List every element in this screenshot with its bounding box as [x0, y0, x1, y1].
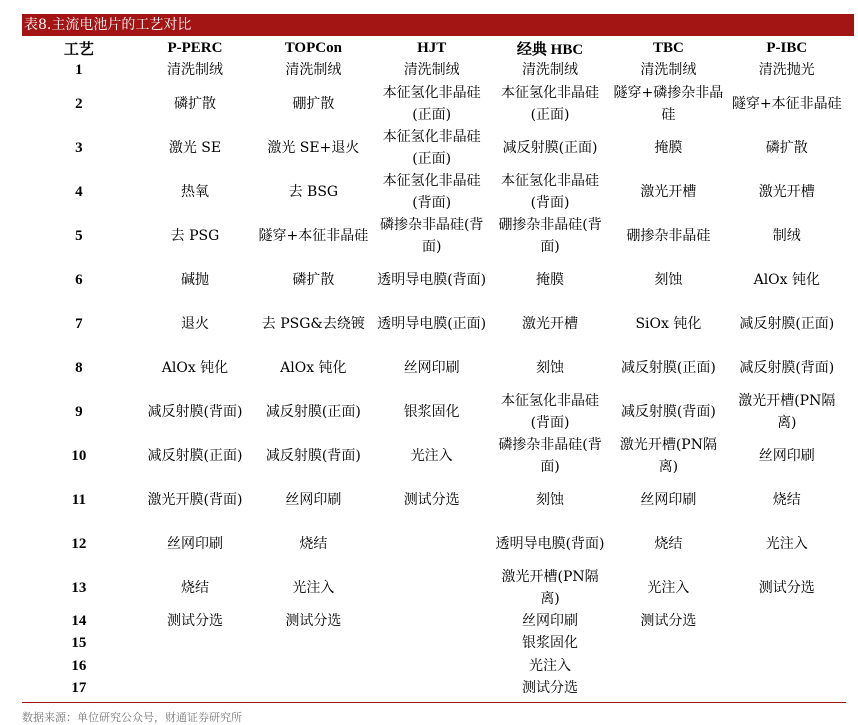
cell-hbc: 激光开槽(PN隔离)	[501, 568, 599, 607]
cell-p-perc: 退火	[180, 315, 209, 332]
header-topcon: TOPCon	[284, 39, 342, 56]
cell-p-ibc: 丝网印刷	[758, 447, 815, 464]
cell-p-perc	[136, 655, 254, 678]
cell-p-perc: 测试分选	[166, 612, 223, 629]
cell-hbc: 银浆固化	[522, 635, 579, 652]
cell-p-ibc: 清洗抛光	[758, 62, 815, 79]
cell-topcon: 减反射膜(背面)	[265, 447, 361, 464]
cell-p-ibc: 减反射膜(背面)	[739, 359, 835, 376]
cell-hjt: 光注入	[410, 447, 453, 464]
source-note: 数据来源：单位研究公众号，财通证券研究所	[22, 711, 242, 724]
cell-p-perc: 减反射膜(背面)	[147, 403, 243, 420]
cell-p-perc: 去 PSG	[170, 227, 220, 244]
table-row	[22, 677, 846, 700]
step-number: 7	[75, 315, 83, 332]
step-number: 12	[71, 535, 87, 552]
cell-tbc: 测试分选	[640, 612, 697, 629]
cell-tbc: 刻蚀	[654, 271, 683, 288]
cell-hjt: 本征氢化非晶硅(正面)	[382, 84, 481, 123]
cell-hbc: 减反射膜(正面)	[502, 139, 598, 156]
cell-tbc	[609, 677, 727, 700]
step-number: 16	[71, 657, 87, 674]
cell-hjt	[373, 522, 491, 566]
cell-p-ibc: 磷扩散	[765, 139, 808, 156]
cell-p-perc: 碱抛	[180, 271, 209, 288]
table-row	[22, 258, 846, 302]
step-number: 1	[75, 62, 83, 79]
cell-p-ibc: 隧穿+本征非晶硅	[731, 95, 842, 112]
step-number: 2	[75, 95, 83, 112]
cell-tbc: 清洗制绒	[640, 62, 697, 79]
header-p-ibc: P-IBC	[766, 39, 808, 56]
cell-topcon: 减反射膜(正面)	[265, 403, 361, 420]
cell-topcon: 磷扩散	[292, 271, 335, 288]
step-number: 5	[75, 227, 83, 244]
cell-p-perc: 激光开膜(背面)	[147, 491, 243, 508]
cell-p-ibc: 光注入	[765, 535, 808, 552]
header-hbc: 经典 HBC	[516, 41, 584, 58]
cell-hjt	[373, 566, 491, 610]
cell-tbc: 隧穿+磷掺杂非晶硅	[613, 84, 724, 123]
cell-p-perc: 热氧	[180, 183, 209, 200]
cell-hjt	[373, 610, 491, 633]
table-row	[22, 632, 846, 655]
cell-hbc: 掩膜	[536, 271, 565, 288]
table-row	[22, 610, 846, 633]
cell-topcon	[254, 655, 372, 678]
step-number: 4	[75, 183, 83, 200]
step-number: 8	[75, 359, 83, 376]
cell-p-ibc: 测试分选	[758, 579, 815, 596]
cell-p-ibc: AlOx 钝化	[753, 271, 820, 288]
table-row	[22, 82, 846, 126]
cell-hbc: 本征氢化非晶硅(正面)	[501, 84, 600, 123]
cell-p-perc: 丝网印刷	[166, 535, 223, 552]
step-number: 3	[75, 139, 83, 156]
cell-tbc: SiOx 钝化	[635, 315, 702, 332]
cell-hbc: 刻蚀	[536, 491, 565, 508]
step-number: 17	[71, 680, 87, 697]
cell-hbc: 透明导电膜(背面)	[495, 535, 605, 552]
cell-p-perc: 清洗制绒	[166, 62, 223, 79]
cell-topcon: 丝网印刷	[285, 491, 342, 508]
cell-p-ibc	[728, 677, 846, 700]
cell-hjt	[373, 632, 491, 655]
cell-topcon: 激光 SE+退火	[267, 139, 360, 156]
table-row	[22, 434, 846, 478]
table-row	[22, 126, 846, 170]
header-process: 工艺	[63, 41, 94, 58]
cell-hjt: 丝网印刷	[403, 359, 460, 376]
cell-p-ibc: 激光开槽(PN隔离)	[738, 392, 836, 431]
cell-p-ibc: 烧结	[772, 491, 801, 508]
table-row	[22, 478, 846, 522]
cell-tbc: 掩膜	[654, 139, 683, 156]
cell-hjt: 透明导电膜(正面)	[377, 315, 487, 332]
cell-hjt: 磷掺杂非晶硅(背面)	[379, 216, 484, 255]
cell-topcon: 测试分选	[285, 612, 342, 629]
cell-hbc: 丝网印刷	[522, 612, 579, 629]
cell-p-perc: 减反射膜(正面)	[147, 447, 243, 464]
cell-tbc: 激光开槽(PN隔离)	[619, 436, 717, 475]
cell-topcon: AlOx 钝化	[280, 359, 347, 376]
cell-topcon: 隧穿+本征非晶硅	[258, 227, 369, 244]
cell-p-perc: 激光 SE	[168, 139, 222, 156]
table-row	[22, 170, 846, 214]
table-row	[22, 390, 846, 434]
cell-topcon: 硼扩散	[292, 95, 335, 112]
table-row	[22, 302, 846, 346]
cell-hjt	[373, 677, 491, 700]
table-row	[22, 522, 846, 566]
cell-tbc: 减反射膜(背面)	[620, 403, 716, 420]
cell-hbc: 刻蚀	[536, 359, 565, 376]
cell-topcon: 去 BSG	[288, 183, 339, 200]
process-comparison-table	[22, 37, 846, 700]
cell-hjt: 银浆固化	[403, 403, 460, 420]
cell-hbc: 本征氢化非晶硅(背面)	[501, 392, 600, 431]
header-tbc: TBC	[652, 39, 684, 56]
step-number: 14	[71, 612, 87, 629]
step-number: 9	[75, 403, 83, 420]
header-p-perc: P-PERC	[167, 39, 223, 56]
step-number: 10	[71, 447, 87, 464]
cell-p-perc: 磷扩散	[173, 95, 216, 112]
cell-tbc: 激光开槽	[640, 183, 697, 200]
cell-tbc: 减反射膜(正面)	[620, 359, 716, 376]
cell-topcon: 去 PSG&去绕镀	[261, 315, 365, 332]
cell-p-perc: 烧结	[180, 579, 209, 596]
step-number: 15	[71, 635, 87, 652]
cell-hbc: 清洗制绒	[522, 62, 579, 79]
cell-tbc: 硼掺杂非晶硅	[626, 227, 711, 244]
table-row	[22, 214, 846, 258]
cell-p-ibc: 激光开槽	[758, 183, 815, 200]
cell-hjt	[373, 655, 491, 678]
step-number: 6	[75, 271, 83, 288]
cell-tbc: 光注入	[647, 579, 690, 596]
cell-topcon: 清洗制绒	[285, 62, 342, 79]
cell-hbc: 磷掺杂非晶硅(背面)	[498, 436, 602, 475]
cell-tbc	[609, 655, 727, 678]
cell-p-perc	[136, 677, 254, 700]
cell-hbc: 本征氢化非晶硅(背面)	[501, 172, 600, 211]
cell-topcon: 烧结	[299, 535, 328, 552]
cell-hbc: 光注入	[529, 657, 572, 674]
cell-hbc: 硼掺杂非晶硅(背面)	[498, 216, 602, 255]
cell-topcon: 光注入	[292, 579, 335, 596]
header-hjt: HJT	[417, 39, 447, 56]
table-row	[22, 59, 846, 82]
cell-p-perc	[136, 632, 254, 655]
cell-tbc: 丝网印刷	[640, 491, 697, 508]
bottom-rule	[22, 702, 846, 703]
cell-hbc: 激光开槽	[522, 315, 579, 332]
step-number: 11	[71, 491, 86, 508]
header-row	[22, 37, 846, 59]
cell-p-ibc	[728, 610, 846, 633]
cell-topcon	[254, 677, 372, 700]
cell-hbc: 测试分选	[522, 680, 579, 697]
table-row	[22, 346, 846, 390]
cell-p-perc: AlOx 钝化	[161, 359, 229, 376]
table-title: 表8.主流电池片的工艺对比	[22, 14, 854, 36]
table-row	[22, 655, 846, 678]
cell-tbc: 烧结	[654, 535, 683, 552]
cell-topcon	[254, 632, 372, 655]
cell-hjt: 测试分选	[403, 491, 460, 508]
cell-p-ibc	[728, 632, 846, 655]
cell-p-ibc: 制绒	[772, 227, 801, 244]
cell-tbc	[609, 632, 727, 655]
cell-hjt: 本征氢化非晶硅(正面)	[382, 128, 481, 167]
cell-hjt: 透明导电膜(背面)	[377, 271, 487, 288]
cell-p-ibc: 减反射膜(正面)	[739, 315, 835, 332]
cell-hjt: 清洗制绒	[403, 62, 460, 79]
step-number: 13	[71, 579, 87, 596]
cell-p-ibc	[728, 655, 846, 678]
table-row	[22, 566, 846, 610]
cell-hjt: 本征氢化非晶硅(背面)	[382, 172, 481, 211]
